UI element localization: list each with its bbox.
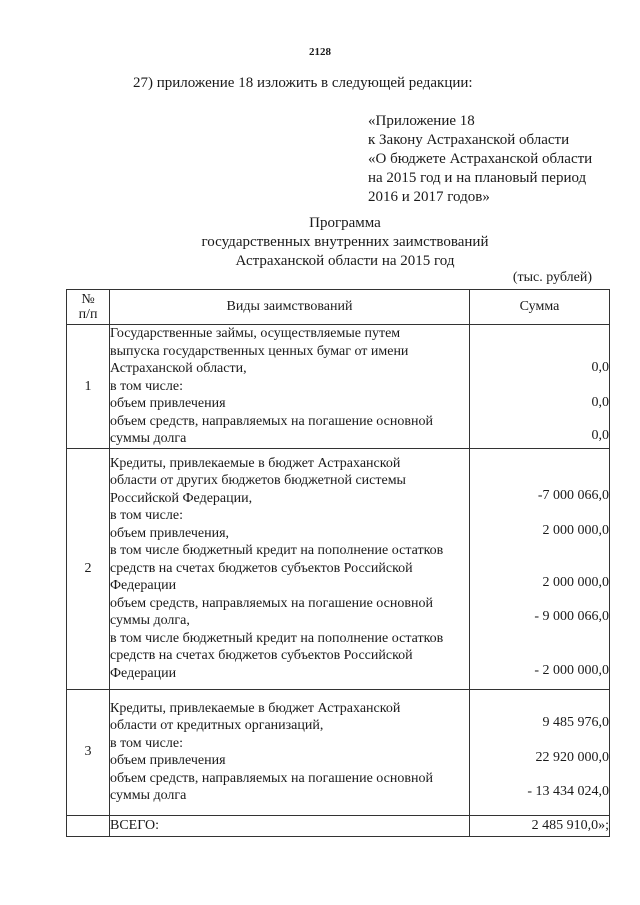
description-line: объем средств, направляемых на погашение основной: [110, 595, 433, 611]
header-type: Виды заимствований: [110, 290, 470, 325]
description-line: Кредиты, привлекаемые в бюджет Астраханской: [110, 700, 401, 716]
description-line: суммы долга,: [110, 613, 190, 629]
sum-value: - 13 434 024,0: [527, 783, 609, 799]
description-line: средств на счетах бюджетов субъектов Российской: [110, 560, 413, 576]
description-line: в том числе:: [110, 508, 183, 524]
appendix-line: к Закону Астраханской области: [368, 132, 570, 148]
document-title: [0, 214, 640, 271]
header-number: [67, 290, 110, 325]
description-line: выпуска государственных ценных бумаг от имени: [110, 343, 409, 359]
total-number-cell: [67, 815, 110, 836]
unit-label: (тыс. рублей): [512, 270, 592, 285]
description-line: средств на счетах бюджетов субъектов Российской: [110, 648, 413, 664]
description-line: в том числе бюджетный кредит на пополнение остатков: [110, 630, 444, 646]
description-line: суммы долга: [110, 431, 187, 446]
total-sum: 2 485 910,0»;: [470, 815, 610, 836]
appendix-heading: [368, 112, 592, 207]
description-line: Федерации: [110, 578, 177, 594]
title-line: Астраханской области на 2015 год: [235, 253, 455, 269]
description-line: объем средств, направляемых на погашение основной: [110, 770, 433, 786]
description-line: Кредиты, привлекаемые в бюджет Астраханской: [110, 455, 401, 471]
description-line: области от других бюджетов бюджетной системы: [110, 473, 406, 489]
header-sum: Сумма: [470, 290, 610, 325]
row-description: [110, 448, 470, 689]
appendix-line: 2016 и 2017 годов»: [368, 189, 490, 205]
row-description: [110, 325, 470, 449]
row-description: [110, 689, 470, 815]
header-number-line: п/п: [78, 307, 98, 322]
table-row: [67, 689, 610, 815]
description-line: объем средств, направляемых на погашение основной: [110, 413, 433, 429]
sum-value: 0,0: [591, 428, 609, 443]
sum-value: 0,0: [591, 360, 609, 375]
row-number: 3: [67, 689, 110, 815]
sum-value: - 2 000 000,0: [534, 662, 609, 678]
sum-value: 2 000 000,0: [542, 574, 609, 590]
row-sums: [470, 448, 610, 689]
sum-value: -7 000 066,0: [537, 487, 609, 503]
sum-value: 0,0: [591, 395, 609, 410]
amendment-instruction: 27) приложение 18 изложить в следующей редакции:: [133, 75, 473, 91]
table-header-row: [67, 290, 610, 325]
description-line: объем привлечения,: [110, 525, 230, 541]
table-row: [67, 325, 610, 449]
description-line: объем привлечения: [110, 753, 226, 768]
appendix-line: на 2015 год и на плановый период: [368, 170, 587, 186]
description-line: в том числе бюджетный кредит на пополнение остатков: [110, 543, 444, 559]
description-line: в том числе:: [110, 378, 183, 394]
appendix-line: «Приложение 18: [368, 113, 475, 129]
description-line: в том числе:: [110, 735, 183, 751]
description-line: объем привлечения: [110, 396, 226, 411]
description-line: Государственные займы, осуществляемые путем: [110, 326, 401, 341]
appendix-line: «О бюджете Астраханской области: [368, 151, 593, 167]
row-number: 2: [67, 448, 110, 689]
description-line: области от кредитных организаций,: [110, 718, 324, 733]
title-line: государственных внутренних заимствований: [201, 234, 489, 250]
row-number: 1: [67, 325, 110, 449]
description-line: Российской Федерации,: [110, 490, 253, 506]
title-line: Программа: [309, 215, 381, 231]
description-line: суммы долга: [110, 788, 187, 803]
sum-value: 2 000 000,0: [542, 522, 609, 538]
description-line: Федерации: [110, 665, 177, 681]
page-number: 2128: [309, 46, 331, 58]
sum-value: 9 485 976,0: [542, 714, 609, 730]
borrowings-table: [66, 289, 610, 837]
total-label: ВСЕГО:: [110, 815, 470, 836]
header-number-line: №: [81, 292, 95, 307]
sum-value: - 9 000 066,0: [534, 608, 609, 624]
table-total-row: [67, 815, 610, 836]
table-row: [67, 448, 610, 689]
description-line: Астраханской области,: [110, 361, 247, 376]
row-sums: [470, 325, 610, 449]
sum-value: 22 920 000,0: [535, 749, 609, 765]
row-sums: [470, 689, 610, 815]
